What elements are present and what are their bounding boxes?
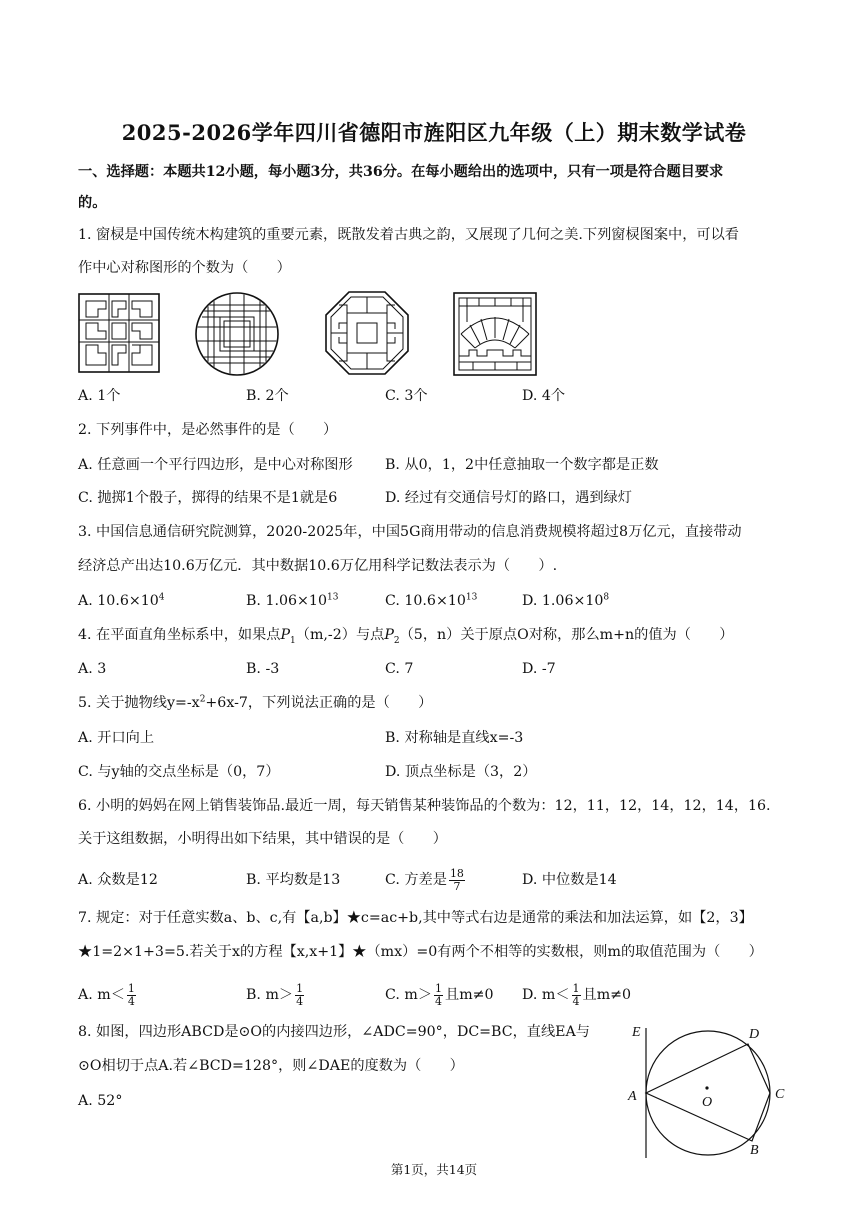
option-d: D. m＜ $\frac{1}{4}$ 且m≠0 [522, 981, 632, 1008]
question-2-stem: 2. 下列事件中，是必然事件的是（ ） [78, 422, 338, 438]
question-3-stem-cont: 经济总产出达10.6万亿元．其中数据10.6万亿用科学记数法表示为（ ）. [78, 558, 558, 574]
option-c: C. 与y轴的交点坐标是（0，7） [78, 764, 280, 780]
section-heading-cont: 的。 [78, 195, 107, 211]
question-7-stem: 7. 规定：对于任意实数a、b、c,有【a,b】★c=ac+b,其中等式右边是通常的乘法和加法运算，如【2，3】 [78, 910, 753, 926]
option-a: A. 52° [78, 1093, 123, 1109]
label-b: B [750, 1143, 759, 1158]
option-a: A. 开口向上 [78, 730, 155, 746]
question-3-stem: 3. 中国信息通信研究院测算，2020-2025年，中国5G商用带动的信息消费规模将超过8万亿元，直接带动 [78, 524, 742, 540]
option-b: B. -3 [246, 661, 280, 677]
fraction: $\frac{1}{4}$ [572, 981, 580, 1008]
option-d: D. 4个 [522, 388, 566, 404]
option-c: C. 3个 [385, 388, 428, 404]
page-footer: 第1页，共14页 [390, 1162, 478, 1177]
lattice-fan-figure [453, 292, 537, 376]
page-title: 2025-2026学年四川省德阳市旌阳区九年级（上）期末数学试卷 [121, 120, 747, 145]
question-8-stem: 8. 如图，四边形ABCD是⊙O的内接四边形，∠ADC=90°，DC=BC，直线EA与 [78, 1024, 590, 1040]
option-c: C. $10.6\times 10^{13}$ [385, 592, 478, 609]
option-a: A. 任意画一个平行四边形，是中心对称图形 [78, 457, 353, 473]
question-1-stem-cont: 作中心对称图形的个数为（ ） [78, 260, 291, 276]
option-c: C. m＞ $\frac{1}{4}$ 且m≠0 [385, 981, 494, 1008]
option-b: B. $1.06\times 10^{13}$ [246, 592, 339, 609]
question-7-stem-cont: ★1=2×1+3=5.若关于x的方程【x,x+1】★（mx）=0有两个不相等的实数根，则m的取值范围为（ ） [78, 944, 763, 960]
option-a: A. $10.6\times 10^4$ [78, 592, 165, 609]
option-d: D. -7 [522, 661, 556, 677]
section-heading: 一、选择题：本题共12小题，每小题3分，共36分。在每小题给出的选项中，只有一项是符合题目要求 [78, 164, 724, 180]
option-d: D. $1.06\times 10^8$ [522, 592, 610, 609]
option-b: B. 2个 [246, 388, 289, 404]
question-5-stem: 5. 关于抛物线$y=-x^2+6x-7$，下列说法正确的是（ ） [78, 694, 433, 711]
fraction: $\frac{1}{4}$ [127, 981, 135, 1008]
option-c: C. 方差是 $\frac{18}{7}$ [385, 866, 464, 893]
option-c: C. 7 [385, 661, 414, 677]
option-a: A. 众数是12 [78, 872, 158, 888]
option-d: D. 经过有交通信号灯的路口，遇到绿灯 [385, 490, 632, 506]
option-a: A. 1个 [78, 388, 121, 404]
label-c: C [775, 1087, 785, 1102]
lattice-square-figure [78, 293, 160, 373]
option-c: C. 抛掷1个骰子，掷得的结果不是1就是6 [78, 490, 338, 506]
option-b: B. 平均数是13 [246, 872, 341, 888]
label-a: A [628, 1089, 637, 1104]
option-b: B. m＞ $\frac{1}{4}$ [246, 981, 304, 1008]
label-e: E [632, 1025, 641, 1040]
fraction: $\frac{1}{4}$ [296, 981, 304, 1008]
option-a: A. m＜ $\frac{1}{4}$ [78, 981, 135, 1008]
lattice-round-figure [194, 291, 280, 377]
question-6-stem-cont: 关于这组数据，小明得出如下结果，其中错误的是（ ） [78, 831, 447, 847]
option-d: D. 顶点坐标是（3，2） [385, 764, 537, 780]
label-o: O [702, 1095, 713, 1110]
option-a: A. 3 [78, 661, 107, 677]
question-8-stem-cont: ⊙O相切于点A.若∠BCD=128°，则∠DAE的度数为（ ） [78, 1058, 464, 1074]
lattice-octagon-figure [325, 291, 409, 375]
fraction: $\frac{1}{4}$ [435, 981, 443, 1008]
question-1-stem: 1. 窗棂是中国传统木构建筑的重要元素，既散发着古典之韵，又展现了几何之美.下列窗棂图案中，可以看 [78, 227, 739, 243]
option-b: B. 从0，1，2中任意抽取一个数字都是正数 [385, 457, 659, 473]
question-4-stem: 4. 在平面直角坐标系中，如果点$P_1(m,-2)$与点$P_2(5$，n）关于原点O对称，那么m+n的值为（ ） [78, 627, 734, 646]
option-b: B. 对称轴是直线x=-3 [385, 730, 524, 746]
question-6-stem: 6. 小明的妈妈在网上销售装饰品.最近一周，每天销售某种装饰品的个数为：12，11，12，14，12，14，16. [78, 798, 771, 814]
option-d: D. 中位数是14 [522, 872, 617, 888]
fraction: $\frac{18}{7}$ [449, 866, 464, 893]
label-d: D [749, 1027, 760, 1042]
circle-quadrilateral-figure [622, 1018, 794, 1158]
